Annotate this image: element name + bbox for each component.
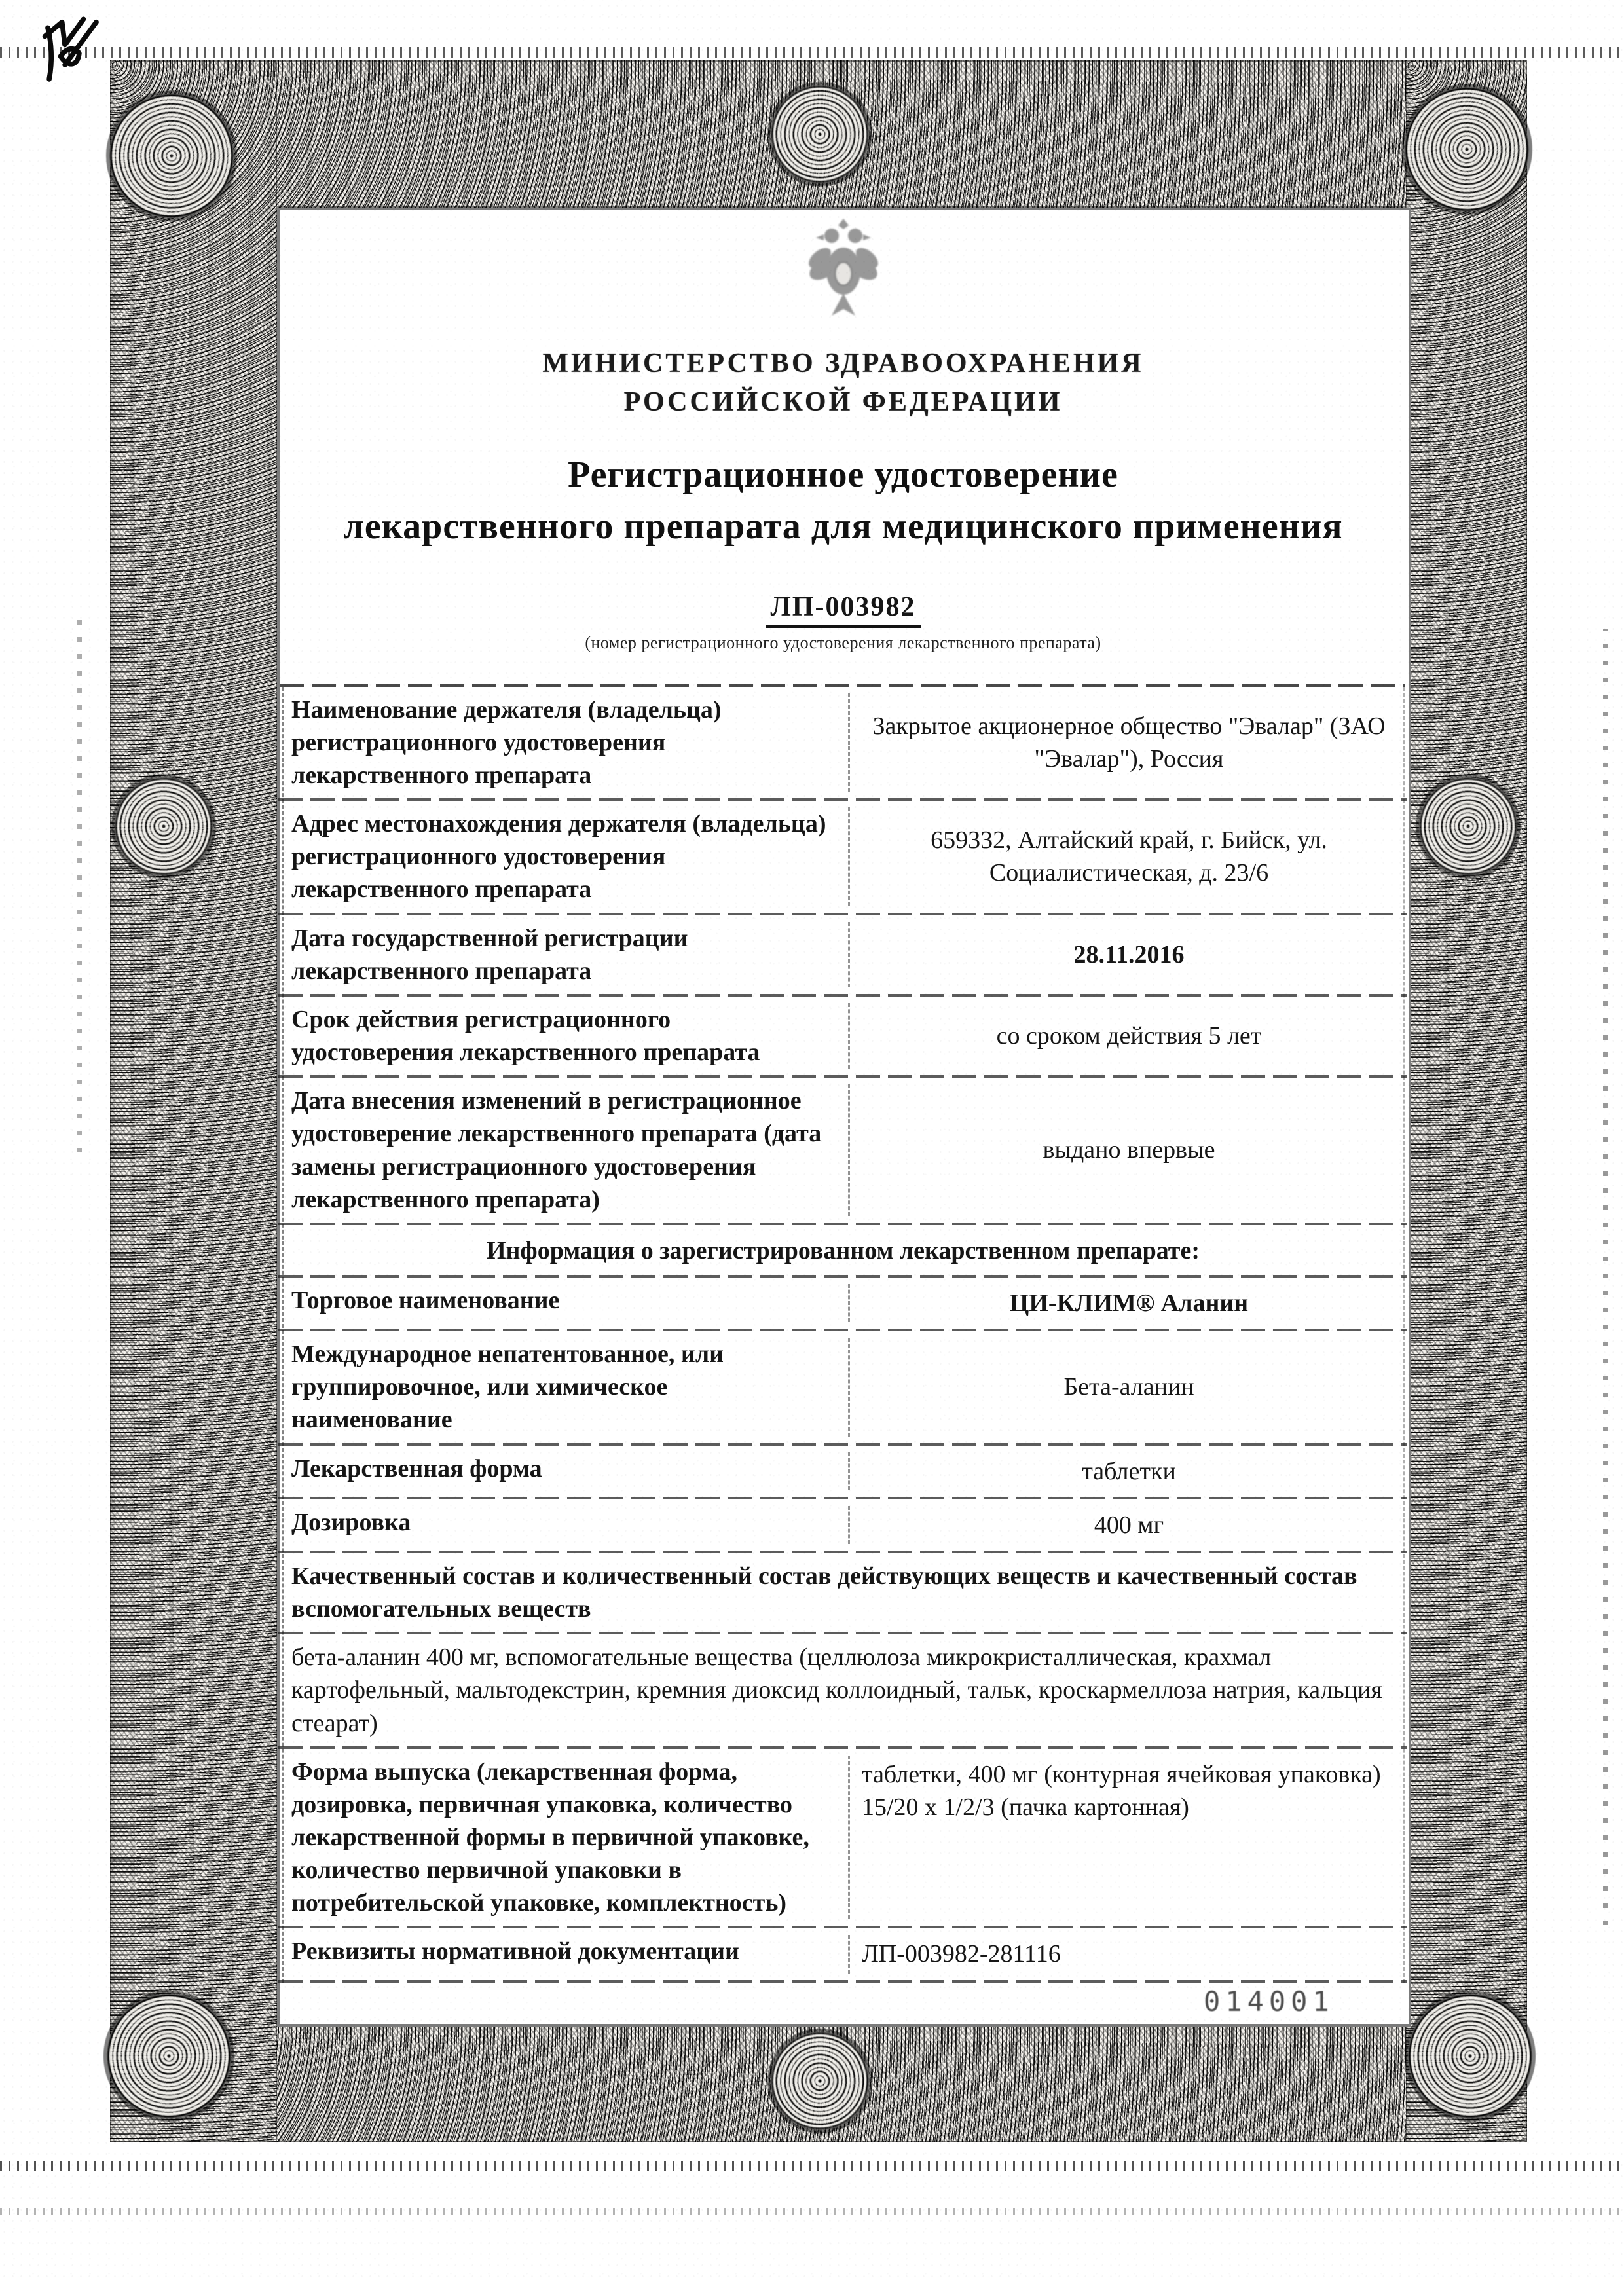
table-row: [284, 915, 1403, 997]
row-value: [848, 922, 1400, 987]
row-value-text: выдано впервые: [1043, 1136, 1215, 1164]
row-label-text: Дата внесения изменений в регистрационное удостоверение лекарственного препарата (дата замены регистрационного удостоверения лекарственного препарата): [291, 1087, 822, 1213]
row-value: [848, 807, 1400, 906]
frame-rosette-top-right: [1405, 87, 1529, 211]
row-value-text: ЛП-003982-281116: [862, 1940, 1061, 1968]
row-value-text: со сроком действия 5 лет: [996, 1021, 1262, 1050]
serial-number: 014001: [1204, 1985, 1335, 2017]
table-row: [284, 1634, 1403, 1748]
row-label: [291, 922, 848, 987]
row-value-text: 28.11.2016: [1073, 940, 1185, 968]
scan-edge-artifact-right: [1603, 629, 1608, 1925]
row-label-text: Торговое наименование: [291, 1286, 560, 1314]
row-value: [848, 1756, 1400, 1920]
row-value: [848, 693, 1400, 792]
full-row-text: Качественный состав и количественный состав действующих веществ и качественный состав вспомогательных веществ: [291, 1562, 1357, 1623]
table-row: [284, 1553, 1403, 1634]
row-label: [291, 1284, 848, 1322]
row-label: [291, 1452, 848, 1490]
row-label-text: Дозировка: [291, 1508, 411, 1536]
ministry-header: [282, 344, 1405, 422]
row-value: [848, 1506, 1400, 1544]
table-row: [284, 1331, 1403, 1445]
frame-band-left: [110, 60, 277, 2142]
row-label: [291, 1003, 848, 1069]
row-value: [848, 1338, 1400, 1436]
document-content: [282, 216, 1405, 1983]
table-row: [284, 1446, 1403, 1499]
row-label-text: Адрес местонахождения держателя (владельца) регистрационного удостоверения лекарственного препарата: [291, 810, 826, 904]
document-title-line-2: лекарственного препарата для медицинского применения: [343, 506, 1343, 547]
row-label: [291, 693, 848, 792]
full-row-text: бета-аланин 400 мг, вспомогательные вещества (целлюлоза микрокристаллическая, крахмал картофельный, мальтодекстрин, кремния диоксид коллоидный, тальк, кроскармеллоза натрия, кальция стеарат): [291, 1644, 1382, 1737]
table-row: [284, 1928, 1403, 1982]
row-value-text: 400 мг: [1094, 1511, 1164, 1539]
row-value: [848, 1284, 1400, 1322]
table-row: [284, 1278, 1403, 1331]
ministry-line-1: МИНИСТЕРСТВО ЗДРАВООХРАНЕНИЯ: [542, 348, 1144, 378]
row-label: [291, 1084, 848, 1216]
row-label: [291, 1935, 848, 1973]
frame-rosette-mid-left: [115, 777, 213, 875]
table-row: [284, 801, 1403, 915]
frame-rosette-mid-right: [1419, 777, 1517, 875]
handwritten-mark: [33, 9, 111, 88]
row-label: [291, 807, 848, 906]
row-label: [291, 1506, 848, 1544]
ministry-line-2: РОССИЙСКОЙ ФЕДЕРАЦИИ: [623, 386, 1063, 417]
registration-number: ЛП-003982: [766, 591, 921, 628]
row-label: [291, 1756, 848, 1920]
row-label-text: Срок действия регистрационного удостоверения лекарственного препарата: [291, 1005, 760, 1067]
frame-rosette-top-left: [109, 94, 234, 218]
frame-band-right: [1406, 60, 1527, 2142]
frame-rosette-bottom-right: [1408, 1994, 1532, 2118]
table-row: [284, 687, 1403, 801]
frame-rosette-top-center: [771, 85, 869, 183]
row-value: [848, 1084, 1400, 1216]
row-value: [848, 1003, 1400, 1069]
frame-rosette-bottom-left: [107, 1994, 231, 2118]
table-row: [284, 1078, 1403, 1225]
table-row: [284, 997, 1403, 1078]
scan-edge-artifact-bottom: [0, 2161, 1624, 2171]
scan-edge-artifact-bottom-2: [0, 2208, 1624, 2215]
document-title: [282, 449, 1405, 553]
row-label-text: Дата государственной регистрации лекарственного препарата: [291, 924, 688, 985]
scan-edge-artifact-left: [77, 616, 82, 1152]
scan-edge-artifact-top: [0, 47, 1624, 58]
section-header-text: Информация о зарегистрированном лекарственном препарате:: [486, 1236, 1200, 1264]
document-title-line-1: Регистрационное удостоверение: [568, 454, 1118, 495]
row-label-text: Форма выпуска (лекарственная форма, дозировка, первичная упаковка, количество лекарственной формы в первичной упаковке, количество первичной упаковки в потребительской упаковке, комплектность): [291, 1757, 809, 1917]
row-label: [291, 1338, 848, 1436]
row-value: [848, 1935, 1400, 1973]
table-row: [284, 1749, 1403, 1929]
table-row: [284, 1499, 1403, 1553]
row-value-text: Закрытое акционерное общество "Эвалар" (ЗАО "Эвалар"), Россия: [872, 712, 1386, 773]
row-value-text: таблетки, 400 мг (контурная ячейковая упаковка) 15/20 х 1/2/3 (пачка картонная): [862, 1760, 1381, 1821]
row-label-text: Реквизиты нормативной документации: [291, 1938, 739, 1966]
registration-number-note: (номер регистрационного удостоверения лекарственного препарата): [585, 633, 1101, 652]
row-label-text: Наименование держателя (владельца) регистрационного удостоверения лекарственного препарата: [291, 695, 722, 789]
row-value: [848, 1452, 1400, 1490]
row-label-text: Международное непатентованное, или группировочное, или химическое наименование: [291, 1340, 724, 1434]
table-section-header: [284, 1225, 1403, 1278]
row-value-text: Бета-аланин: [1063, 1373, 1194, 1401]
info-table: [282, 687, 1405, 1983]
row-label-text: Лекарственная форма: [291, 1454, 542, 1482]
row-value-text: 659332, Алтайский край, г. Бийск, ул. Социалистическая, д. 23/6: [931, 826, 1327, 887]
frame-rosette-bottom-center: [771, 2032, 869, 2130]
coat-of-arms-emblem: [282, 216, 1405, 327]
registration-number-wrap: [282, 591, 1405, 628]
row-value-text: ЦИ-КЛИМ® Аланин: [1009, 1289, 1249, 1317]
row-value-text: таблетки: [1082, 1457, 1176, 1485]
